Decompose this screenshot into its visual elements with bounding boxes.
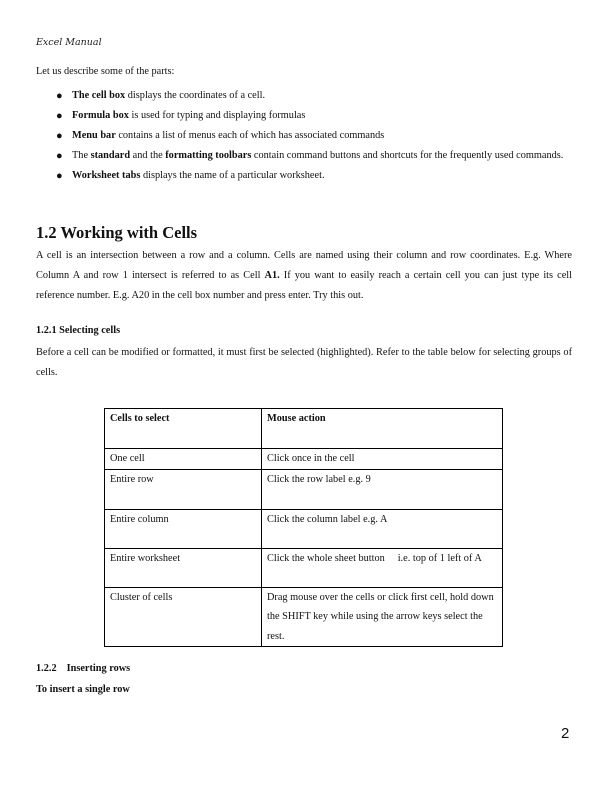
subsection-heading-inserting xyxy=(36,663,130,674)
table-cell: Cluster of cells xyxy=(105,587,262,647)
table-cell: Entire column xyxy=(105,509,262,548)
table-cell: Entire row xyxy=(105,469,262,509)
definition: is used for typing and displaying formulas xyxy=(128,110,306,121)
paragraph-text: If you want to easily reach a certain cell you can just type its cell reference number. E.g. A20 in the cell box number and press enter. Try this out. xyxy=(36,270,572,301)
table-row xyxy=(105,469,503,509)
subsection-heading-selecting: 1.2.1 Selecting cells xyxy=(36,325,121,336)
list-item xyxy=(36,106,572,126)
bullet-icon: ● xyxy=(56,150,63,162)
table-cell: Click the row label e.g. 9 xyxy=(262,469,503,509)
table-cell: Drag mouse over the cells or click first cell, hold down the SHIFT key while using the arrow keys select the rest. xyxy=(262,587,503,647)
table-cell: Click the whole sheet button i.e. top of 1 left of A xyxy=(262,548,503,587)
definition: displays the name of a particular worksheet. xyxy=(140,170,325,181)
cell-reference: A1. xyxy=(264,270,280,281)
term: Worksheet tabs xyxy=(72,170,141,181)
section-heading: 1.2 Working with Cells xyxy=(36,223,198,242)
table-cell: Click the column label e.g. A xyxy=(262,509,503,548)
bullet-icon: ● xyxy=(56,90,63,102)
table-header-row xyxy=(105,409,503,449)
table-row xyxy=(105,509,503,548)
table-cell: Entire worksheet xyxy=(105,548,262,587)
term: The cell box xyxy=(72,90,126,101)
bullet-icon: ● xyxy=(56,110,63,122)
page-number: 2 xyxy=(561,725,570,742)
table-row xyxy=(105,587,503,647)
table-cell: Click once in the cell xyxy=(262,449,503,470)
table-row xyxy=(105,449,503,470)
table-row xyxy=(105,548,503,587)
inserting-subtitle: To insert a single row xyxy=(36,684,130,695)
column-header: Cells to select xyxy=(105,409,262,449)
bullet-icon: ● xyxy=(56,170,63,182)
selection-table xyxy=(104,408,503,647)
parts-list xyxy=(36,86,572,186)
selecting-paragraph: Before a cell can be modified or formatted, it must first be selected (highlighted). Refer to the table below for selecting groups of cells. xyxy=(36,347,572,378)
list-item xyxy=(36,126,572,146)
subsection-title: Inserting rows xyxy=(66,663,131,674)
running-header: Excel Manual xyxy=(36,37,102,48)
definition: contains a list of menus each of which has associated commands xyxy=(115,130,385,141)
definition: displays the coordinates of a cell. xyxy=(125,90,266,101)
list-item xyxy=(36,166,572,186)
table-cell: One cell xyxy=(105,449,262,470)
term: formatting toolbars xyxy=(165,150,252,161)
term: Menu bar xyxy=(72,130,116,141)
bullet-icon: ● xyxy=(56,130,63,142)
intro-text: Let us describe some of the parts: xyxy=(36,66,175,77)
term: Formula box xyxy=(72,110,129,121)
paragraph-text: A cell is an intersection between a row and a column. Cells are named using their column and row coordinates. E.g. Where Column A and row 1 intersect is referred to as Cell xyxy=(36,250,572,281)
list-item xyxy=(36,146,572,166)
definition-prefix: The xyxy=(72,150,91,161)
section-paragraph xyxy=(36,246,572,306)
subsection-number: 1.2.2 xyxy=(36,663,57,674)
term: standard xyxy=(90,150,131,161)
definition: contain command buttons and shortcuts for the frequently used commands. xyxy=(251,150,564,161)
definition-joiner: and the xyxy=(130,150,166,161)
list-item xyxy=(36,86,572,106)
column-header: Mouse action xyxy=(262,409,503,449)
